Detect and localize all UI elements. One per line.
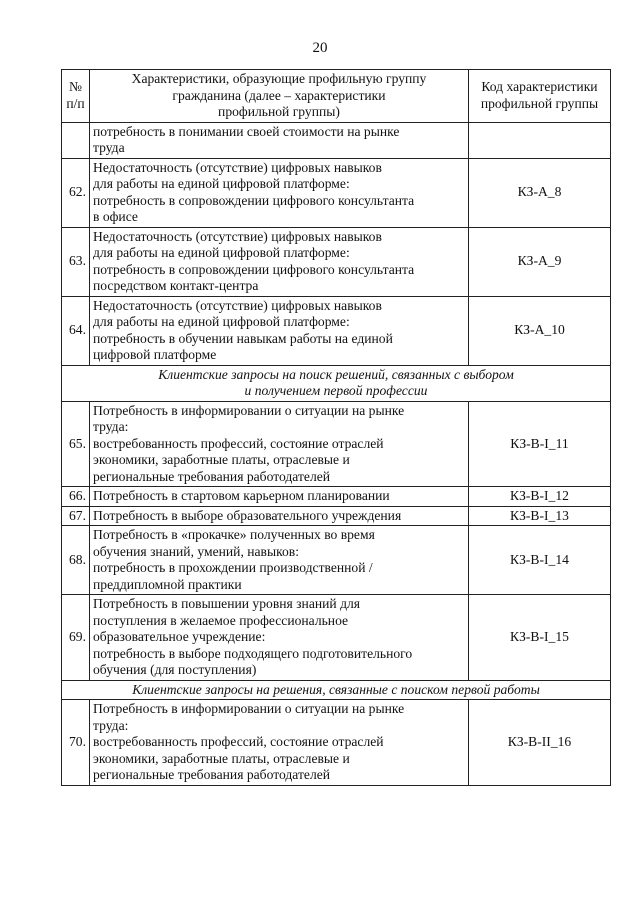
row-description-line: потребность в выборе подходящего подготовительного bbox=[93, 645, 413, 661]
row-description-line: потребность в обучении навыкам работы на единой bbox=[93, 330, 393, 346]
row-description bbox=[90, 122, 469, 158]
row-description-line: для работы на единой цифровой платформе: bbox=[93, 176, 350, 191]
header-number-line: № bbox=[69, 79, 82, 95]
row-description-line: цифровой платформе bbox=[93, 347, 217, 362]
section-heading bbox=[62, 680, 611, 700]
table-row bbox=[62, 595, 611, 681]
table-body bbox=[62, 122, 611, 785]
row-description-line: посредством контакт-центра bbox=[93, 278, 259, 293]
row-number bbox=[62, 122, 90, 158]
profile-characteristics-table bbox=[61, 69, 611, 786]
row-description bbox=[90, 595, 469, 681]
row-number: 63. bbox=[62, 227, 90, 296]
row-code: КЗ-В-I_15 bbox=[469, 595, 611, 681]
row-description-line: Потребность в информировании о ситуации на рынке bbox=[93, 402, 405, 418]
row-description-line: труда: bbox=[93, 419, 129, 434]
row-number: 66. bbox=[62, 487, 90, 507]
row-code: КЗ-А_8 bbox=[469, 158, 611, 227]
row-description bbox=[90, 487, 469, 507]
row-description bbox=[90, 506, 469, 526]
table-header-row bbox=[62, 70, 611, 123]
row-description-line: Потребность в «прокачке» полученных во время bbox=[93, 527, 375, 542]
table-row bbox=[62, 700, 611, 786]
table-row bbox=[62, 506, 611, 526]
row-description-line: образовательное учреждение: bbox=[93, 629, 266, 644]
row-number: 69. bbox=[62, 595, 90, 681]
row-description-line: экономики, заработные платы, отраслевые и bbox=[93, 750, 350, 766]
header-code-line: Код характеристики bbox=[481, 79, 598, 95]
row-code: КЗ-В-I_14 bbox=[469, 526, 611, 595]
row-description-line: обучения знаний, умений, навыков: bbox=[93, 543, 300, 559]
row-code: КЗ-В-I_12 bbox=[469, 487, 611, 507]
row-description-line: потребность в сопровождении цифрового консультанта bbox=[93, 261, 415, 277]
row-description-line: потребность в понимании своей стоимости на рынке bbox=[93, 123, 400, 139]
row-description-line: Недостаточность (отсутствие) цифровых навыков bbox=[93, 159, 382, 175]
row-code: КЗ-В-II_16 bbox=[469, 700, 611, 786]
row-description-line: Потребность в стартовом карьерном планировании bbox=[93, 488, 390, 503]
row-number: 68. bbox=[62, 526, 90, 595]
table-row bbox=[62, 122, 611, 158]
row-description-line: для работы на единой цифровой платформе: bbox=[93, 245, 350, 260]
row-description-line: востребованность профессий, состояние отраслей bbox=[93, 435, 384, 451]
header-code-line: профильной группы bbox=[480, 95, 599, 111]
row-code: КЗ-В-I_13 bbox=[469, 506, 611, 526]
row-description-line: труда bbox=[93, 140, 125, 155]
table-row bbox=[62, 227, 611, 296]
row-description-line: Потребность в информировании о ситуации на рынке bbox=[93, 701, 405, 716]
row-description bbox=[90, 158, 469, 227]
row-description-line: в офисе bbox=[93, 209, 138, 224]
row-code: КЗ-А_10 bbox=[469, 296, 611, 365]
row-description-line: преддипломной практики bbox=[93, 576, 242, 592]
section-heading-row bbox=[62, 365, 611, 401]
row-description-line: потребность в сопровождении цифрового консультанта bbox=[93, 192, 415, 208]
row-description-line: востребованность профессий, состояние отраслей bbox=[93, 734, 384, 749]
row-description-line: поступления в желаемое профессиональное bbox=[93, 612, 349, 628]
row-description bbox=[90, 227, 469, 296]
table-row bbox=[62, 158, 611, 227]
row-description-line: Потребность в выборе образовательного учреждения bbox=[93, 507, 402, 523]
row-number: 67. bbox=[62, 506, 90, 526]
section-heading-line: Клиентские запросы на решения, связанные с поиском первой работы bbox=[132, 681, 540, 697]
row-description-line: региональные требования работодателей bbox=[93, 468, 331, 484]
table-row bbox=[62, 487, 611, 507]
page-number: 20 bbox=[312, 40, 328, 56]
header-description-line: профильной группы) bbox=[218, 104, 340, 119]
header-description bbox=[90, 70, 469, 123]
row-number: 62. bbox=[62, 158, 90, 227]
row-number: 64. bbox=[62, 296, 90, 365]
table-row bbox=[62, 401, 611, 487]
header-number bbox=[62, 70, 90, 123]
row-description bbox=[90, 401, 469, 487]
row-description bbox=[90, 296, 469, 365]
row-description-line: Потребность в повышении уровня знаний для bbox=[93, 596, 361, 611]
row-description-line: труда: bbox=[93, 717, 129, 733]
section-heading-line: и получением первой профессии bbox=[244, 383, 428, 398]
row-description bbox=[90, 700, 469, 786]
row-description-line: потребность в прохождении производственной / bbox=[93, 560, 373, 575]
row-description-line: Недостаточность (отсутствие) цифровых навыков bbox=[93, 297, 382, 313]
row-code bbox=[469, 122, 611, 158]
table-row bbox=[62, 526, 611, 595]
row-code: КЗ-В-I_11 bbox=[469, 401, 611, 487]
row-number: 70. bbox=[62, 700, 90, 786]
row-description-line: обучения (для поступления) bbox=[93, 662, 257, 677]
header-description-line: гражданина (далее – характеристики bbox=[172, 87, 386, 103]
section-heading bbox=[62, 365, 611, 401]
section-heading-row bbox=[62, 680, 611, 700]
row-description bbox=[90, 526, 469, 595]
row-description-line: экономики, заработные платы, отраслевые и bbox=[93, 452, 350, 467]
row-description-line: региональные требования работодателей bbox=[93, 767, 331, 782]
header-description-line: Характеристики, образующие профильную группу bbox=[131, 71, 427, 86]
header-code bbox=[469, 70, 611, 123]
row-code: КЗ-А_9 bbox=[469, 227, 611, 296]
table-row bbox=[62, 296, 611, 365]
header-number-line: п/п bbox=[66, 95, 85, 111]
section-heading-line: Клиентские запросы на поиск решений, связанных с выбором bbox=[158, 366, 514, 382]
row-description-line: для работы на единой цифровой платформе: bbox=[93, 314, 350, 329]
row-number: 65. bbox=[62, 401, 90, 487]
row-description-line: Недостаточность (отсутствие) цифровых навыков bbox=[93, 228, 382, 244]
